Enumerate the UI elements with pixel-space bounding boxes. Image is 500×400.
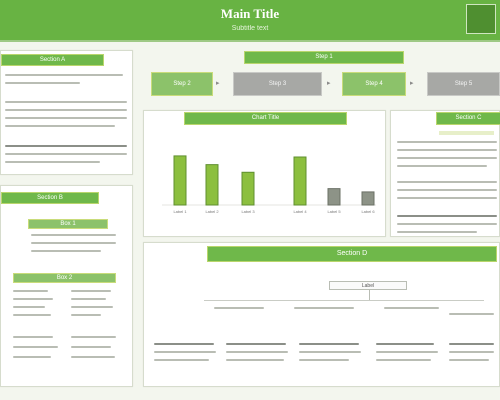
text-line	[5, 109, 127, 111]
text-line	[31, 234, 116, 236]
text-line	[299, 351, 361, 353]
text-line	[449, 359, 489, 361]
left-mid-section-title: Section B	[1, 192, 99, 204]
text-line	[71, 314, 101, 316]
text-line	[299, 359, 349, 361]
text-line	[397, 197, 497, 199]
text-line	[226, 359, 284, 361]
flow-step-3: Step 4	[342, 72, 406, 96]
text-line	[5, 125, 115, 127]
text-line	[449, 313, 494, 315]
flow-step-4: Step 5	[427, 72, 500, 96]
text-line	[13, 336, 53, 338]
text-line	[376, 359, 431, 361]
text-line	[397, 165, 487, 167]
text-line	[5, 74, 123, 76]
text-line	[226, 351, 288, 353]
x-tick-label: Label 2	[205, 209, 219, 214]
text-line	[299, 343, 359, 345]
text-line	[449, 351, 494, 353]
chart-title: Chart Title	[184, 112, 347, 125]
arrow-right-icon: ▸	[410, 80, 414, 87]
text-line	[397, 231, 477, 233]
text-line	[13, 356, 51, 358]
flow-step-2: Step 3	[233, 72, 322, 96]
text-line	[397, 157, 497, 159]
text-line	[154, 351, 216, 353]
text-line	[71, 298, 106, 300]
x-tick-label: Label 3	[241, 209, 255, 214]
arrow-right-icon: ▸	[327, 80, 331, 87]
left-box-1-header: Box 1	[28, 219, 108, 229]
text-line	[397, 181, 497, 183]
text-line	[376, 351, 438, 353]
arrow-right-icon: ▸	[216, 80, 220, 87]
text-line	[5, 153, 127, 155]
text-line	[376, 343, 434, 345]
chart-panel	[143, 110, 386, 237]
text-line	[397, 215, 497, 217]
right-section-title: Section C	[436, 112, 500, 125]
text-line	[397, 149, 497, 151]
text-line	[384, 307, 439, 309]
flow-step-1: Step 2	[151, 72, 213, 96]
right-panel	[390, 110, 500, 237]
text-line	[31, 250, 101, 252]
connector	[369, 290, 370, 300]
left-box-2-header: Box 2	[13, 273, 116, 283]
bar-5	[328, 189, 340, 205]
bottom-section-title: Section D	[207, 246, 497, 262]
text-line	[71, 290, 111, 292]
bottom-panel	[143, 242, 500, 387]
bar-1	[174, 156, 186, 205]
text-line	[154, 359, 209, 361]
text-line	[226, 343, 286, 345]
text-line	[5, 101, 127, 103]
x-tick-label: Label 4	[293, 209, 307, 214]
bottom-label-box	[329, 281, 407, 290]
flow-top-bar: Step 1	[244, 51, 404, 64]
text-line	[13, 346, 58, 348]
connector	[204, 300, 484, 301]
text-line	[397, 189, 497, 191]
bar-4	[294, 157, 306, 205]
page-subtitle: Subtitle text	[231, 25, 269, 32]
left-top-section-title: Section A	[1, 54, 104, 66]
bar-6	[362, 192, 374, 205]
left-bottom-panel	[0, 185, 133, 387]
x-tick-label: Label 6	[361, 209, 375, 214]
text-line	[5, 161, 100, 163]
page-title: Main Title	[220, 6, 280, 21]
text-line	[13, 314, 51, 316]
bar-chart	[144, 125, 387, 237]
text-line	[5, 145, 127, 147]
text-line	[5, 82, 80, 84]
text-line	[13, 298, 53, 300]
bar-3	[242, 172, 254, 205]
logo	[466, 4, 496, 34]
page-header	[0, 0, 500, 42]
text-line	[13, 306, 45, 308]
text-line	[214, 307, 264, 309]
text-line	[294, 307, 354, 309]
text-line	[71, 306, 113, 308]
text-line	[71, 356, 115, 358]
text-line	[71, 346, 111, 348]
highlight	[439, 131, 494, 135]
bottom-label: Label	[361, 283, 375, 289]
text-line	[449, 343, 494, 345]
text-line	[31, 242, 116, 244]
text-line	[397, 223, 497, 225]
text-line	[5, 117, 127, 119]
bar-2	[206, 165, 218, 205]
left-top-panel	[0, 50, 133, 175]
text-line	[71, 336, 116, 338]
x-tick-label: Label 1	[173, 209, 187, 214]
x-tick-label: Label 5	[327, 209, 341, 214]
text-line	[154, 343, 214, 345]
text-line	[13, 290, 48, 292]
text-line	[397, 141, 497, 143]
